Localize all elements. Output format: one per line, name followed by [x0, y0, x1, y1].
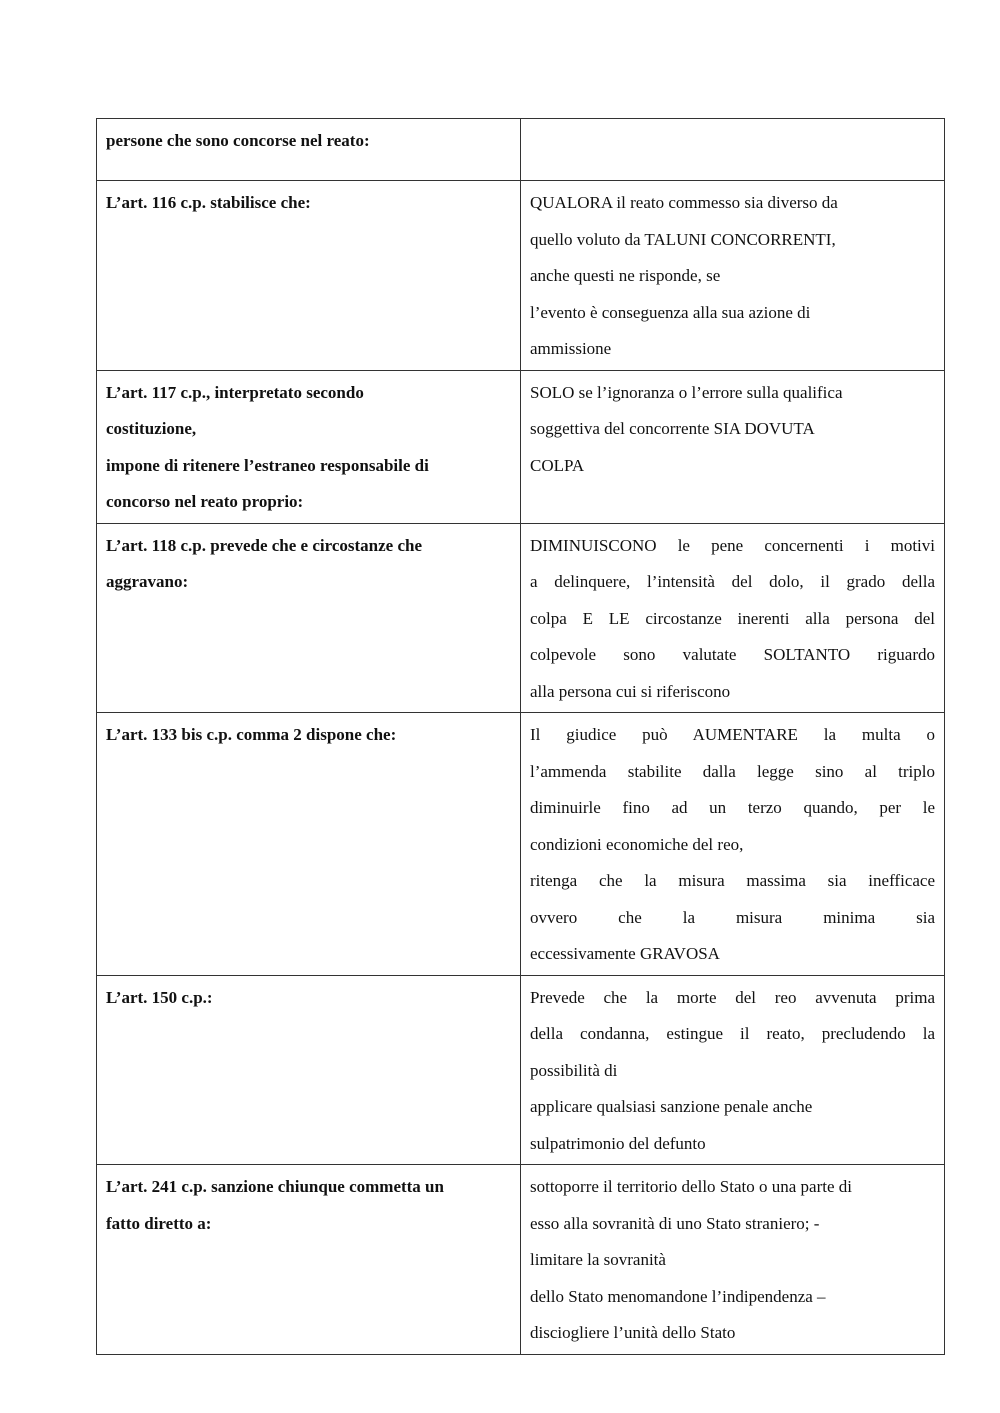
question-line: L’art. 241 c.p. sanzione chiunque commetta un — [106, 1177, 444, 1196]
answer-line: anche questi ne risponde, se — [530, 266, 721, 285]
answer-line: possibilità di — [530, 1060, 618, 1080]
question-line: L’art. 133 bis c.p. comma 2 dispone che: — [106, 725, 397, 744]
answer-cell — [521, 370, 945, 523]
question-line: persone che sono concorse nel reato: — [106, 131, 370, 150]
answer-line: QUALORA il reato commesso sia diverso da — [530, 193, 838, 212]
answer-line: limitare la sovranità — [530, 1250, 666, 1269]
answer-line: soggettiva del concorrente SIA DOVUTA — [530, 419, 815, 438]
question-cell — [97, 181, 521, 371]
question-cell — [97, 119, 521, 181]
question-line: impone di ritenere l’estraneo responsabile di — [106, 455, 429, 475]
table-row — [97, 370, 945, 523]
answer-line: condizioni economiche del reo, — [530, 834, 744, 854]
question-line: concorso nel reato proprio: — [106, 492, 304, 511]
question-cell — [97, 713, 521, 976]
question-cell — [97, 1165, 521, 1355]
quiz-table-body — [97, 119, 945, 1355]
table-row — [97, 119, 945, 181]
answer-line: SOLO se l’ignoranza o l’errore sulla qualifica — [530, 382, 843, 402]
answer-line: applicare qualsiasi sanzione penale anche — [530, 1097, 813, 1116]
answer-line: ritenga che la misura massima sia inefficace — [530, 871, 935, 890]
table-row — [97, 523, 945, 713]
answer-cell — [521, 119, 945, 181]
question-line: L’art. 150 c.p.: — [106, 987, 213, 1007]
answer-cell — [521, 181, 945, 371]
answer-line: a delinquere, l’intensità del dolo, il grado della — [530, 572, 935, 591]
question-line: fatto diretto a: — [106, 1213, 212, 1233]
question-line: aggravano: — [106, 572, 189, 591]
answer-line: ovvero che la misura minima sia — [530, 907, 935, 927]
question-line: costituzione, — [106, 419, 197, 438]
answer-line: Il giudice può AUMENTARE la multa o — [530, 725, 935, 744]
answer-line: eccessivamente GRAVOSA — [530, 944, 720, 963]
question-line: L’art. 117 c.p., interpretato secondo — [106, 382, 364, 402]
answer-line: dello Stato menomandone l’indipendenza – — [530, 1286, 826, 1306]
answer-line: l’evento è conseguenza alla sua azione di — [530, 302, 811, 322]
quiz-table — [96, 118, 945, 1355]
answer-line: esso alla sovranità di uno Stato straniero; - — [530, 1213, 820, 1233]
table-row — [97, 1165, 945, 1355]
answer-line: alla persona cui si riferiscono — [530, 681, 731, 701]
answer-cell — [521, 975, 945, 1165]
answer-cell — [521, 523, 945, 713]
answer-line: sulpatrimonio del defunto — [530, 1133, 706, 1153]
table-row — [97, 975, 945, 1165]
answer-line: della condanna, estingue il reato, precludendo la — [530, 1024, 935, 1043]
answer-line: diminuirle fino ad un terzo quando, per le — [530, 798, 935, 817]
answer-line: colpevole sono valutate SOLTANTO riguardo — [530, 645, 935, 664]
answer-line: ammissione — [530, 339, 612, 358]
table-row — [97, 713, 945, 976]
answer-line: disciogliere l’unità dello Stato — [530, 1323, 736, 1342]
question-line: L’art. 118 c.p. prevede che e circostanze che — [106, 535, 423, 555]
answer-line: Prevede che la morte del reo avvenuta prima — [530, 987, 935, 1007]
answer-line: colpa E LE circostanze inerenti alla persona del — [530, 608, 935, 628]
question-line: L’art. 116 c.p. stabilisce che: — [106, 193, 311, 212]
answer-cell — [521, 713, 945, 976]
question-cell — [97, 975, 521, 1165]
answer-line: quello voluto da TALUNI CONCORRENTI, — [530, 229, 836, 249]
answer-cell — [521, 1165, 945, 1355]
answer-line: l’ammenda stabilite dalla legge sino al triplo — [530, 761, 935, 781]
question-cell — [97, 523, 521, 713]
question-cell — [97, 370, 521, 523]
answer-line: COLPA — [530, 455, 585, 475]
table-row — [97, 181, 945, 371]
answer-line: DIMINUISCONO le pene concernenti i motivi — [530, 535, 935, 555]
answer-line: sottoporre il territorio dello Stato o una parte di — [530, 1177, 852, 1196]
